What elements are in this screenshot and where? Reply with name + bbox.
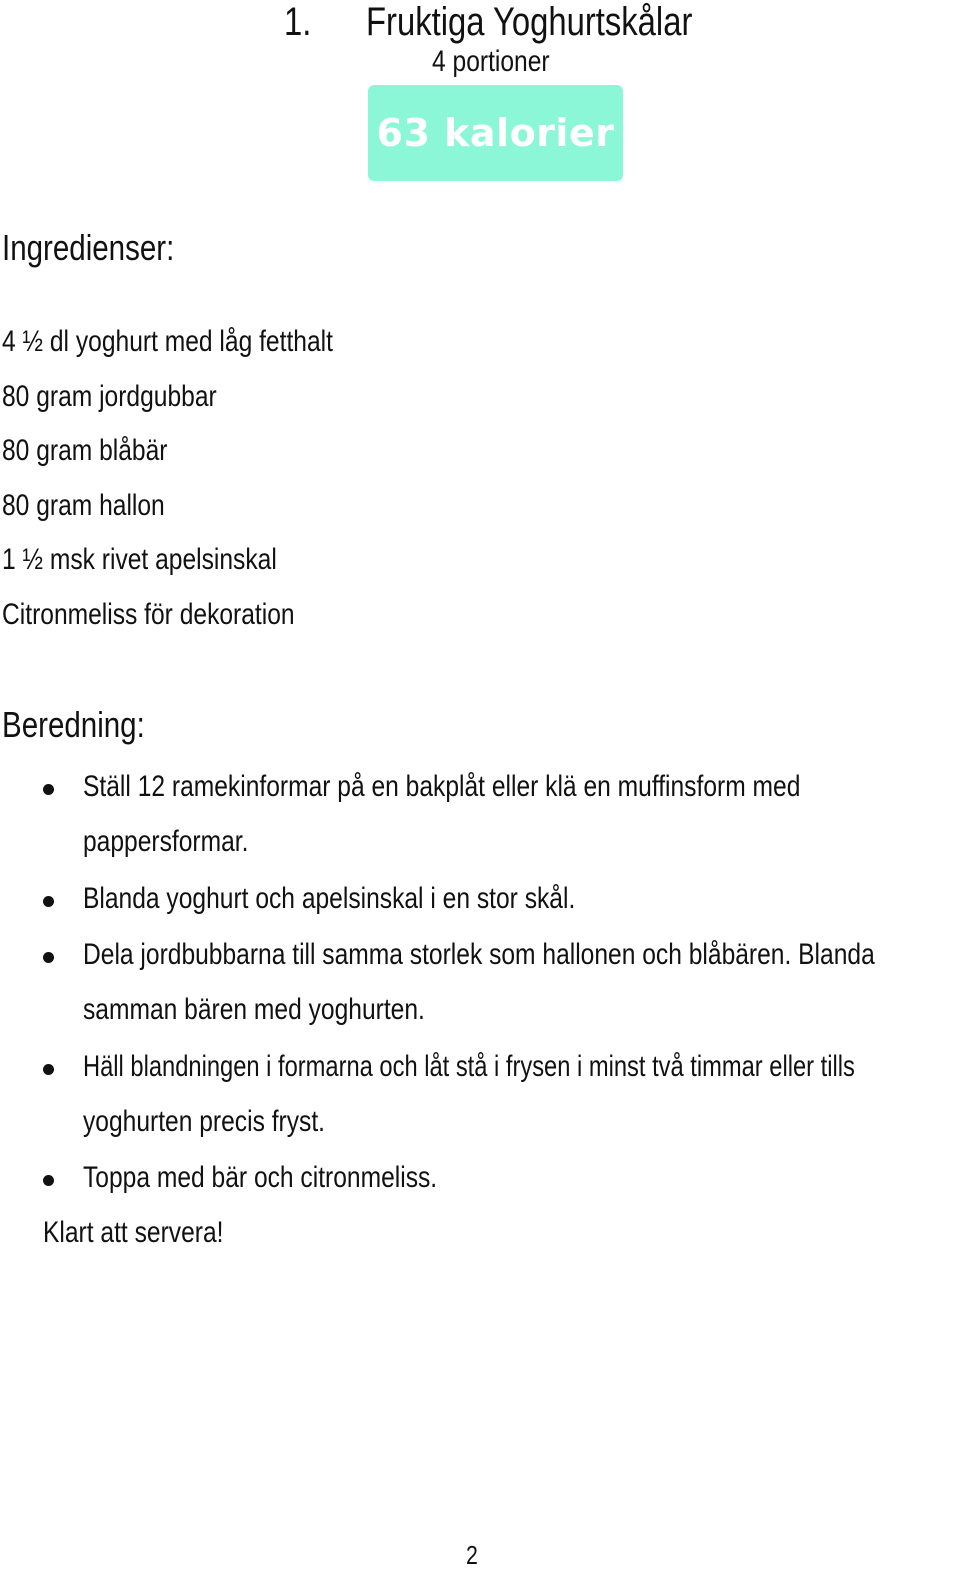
bullet-icon bbox=[43, 1175, 54, 1186]
page-number: 2 bbox=[466, 1540, 478, 1570]
step-line: Toppa med bär och citronmeliss. bbox=[83, 1161, 438, 1194]
calorie-text: 63 kalorier bbox=[376, 111, 615, 155]
ingredients-list bbox=[2, 322, 406, 650]
calorie-badge bbox=[368, 85, 623, 181]
closing-text: Klart att servera! bbox=[43, 1216, 224, 1249]
step-line: yoghurten precis fryst. bbox=[83, 1105, 326, 1138]
ingredient-item: 4 ½ dl yoghurt med låg fetthalt bbox=[2, 325, 333, 358]
recipe-number: 1. bbox=[284, 0, 312, 44]
step-line: pappersformar. bbox=[83, 825, 249, 858]
ingredient-item: Citronmeliss för dekoration bbox=[2, 597, 295, 631]
portions: 4 portioner bbox=[432, 45, 550, 78]
step-line: Ställ 12 ramekinformar på en bakplåt eller klä en muffinsform med bbox=[83, 770, 801, 803]
ingredient-item: 80 gram blåbär bbox=[2, 434, 168, 468]
step-line: Blanda yoghurt och apelsinskal i en stor skål. bbox=[83, 882, 576, 915]
step-line: Dela jordbubbarna till samma storlek som hallonen och blåbären. Blanda bbox=[83, 938, 875, 971]
ingredients-heading: Ingredienser: bbox=[2, 227, 175, 268]
bullet-icon bbox=[43, 1064, 54, 1075]
bullet-icon bbox=[43, 952, 54, 963]
bullet-icon bbox=[43, 896, 54, 907]
ingredient-item: 1 ½ msk rivet apelsinskal bbox=[2, 543, 277, 577]
recipe-title: Fruktiga Yoghurtskålar bbox=[366, 0, 693, 44]
ingredient-item: 80 gram jordgubbar bbox=[2, 379, 217, 413]
bullet-icon bbox=[43, 784, 54, 795]
step-line: Häll blandningen i formarna och låt stå i frysen i minst två timmar eller tills bbox=[83, 1050, 855, 1083]
step-line: samman bären med yoghurten. bbox=[83, 993, 425, 1026]
ingredient-item: 80 gram hallon bbox=[2, 488, 165, 522]
preparation-heading: Beredning: bbox=[2, 704, 145, 745]
